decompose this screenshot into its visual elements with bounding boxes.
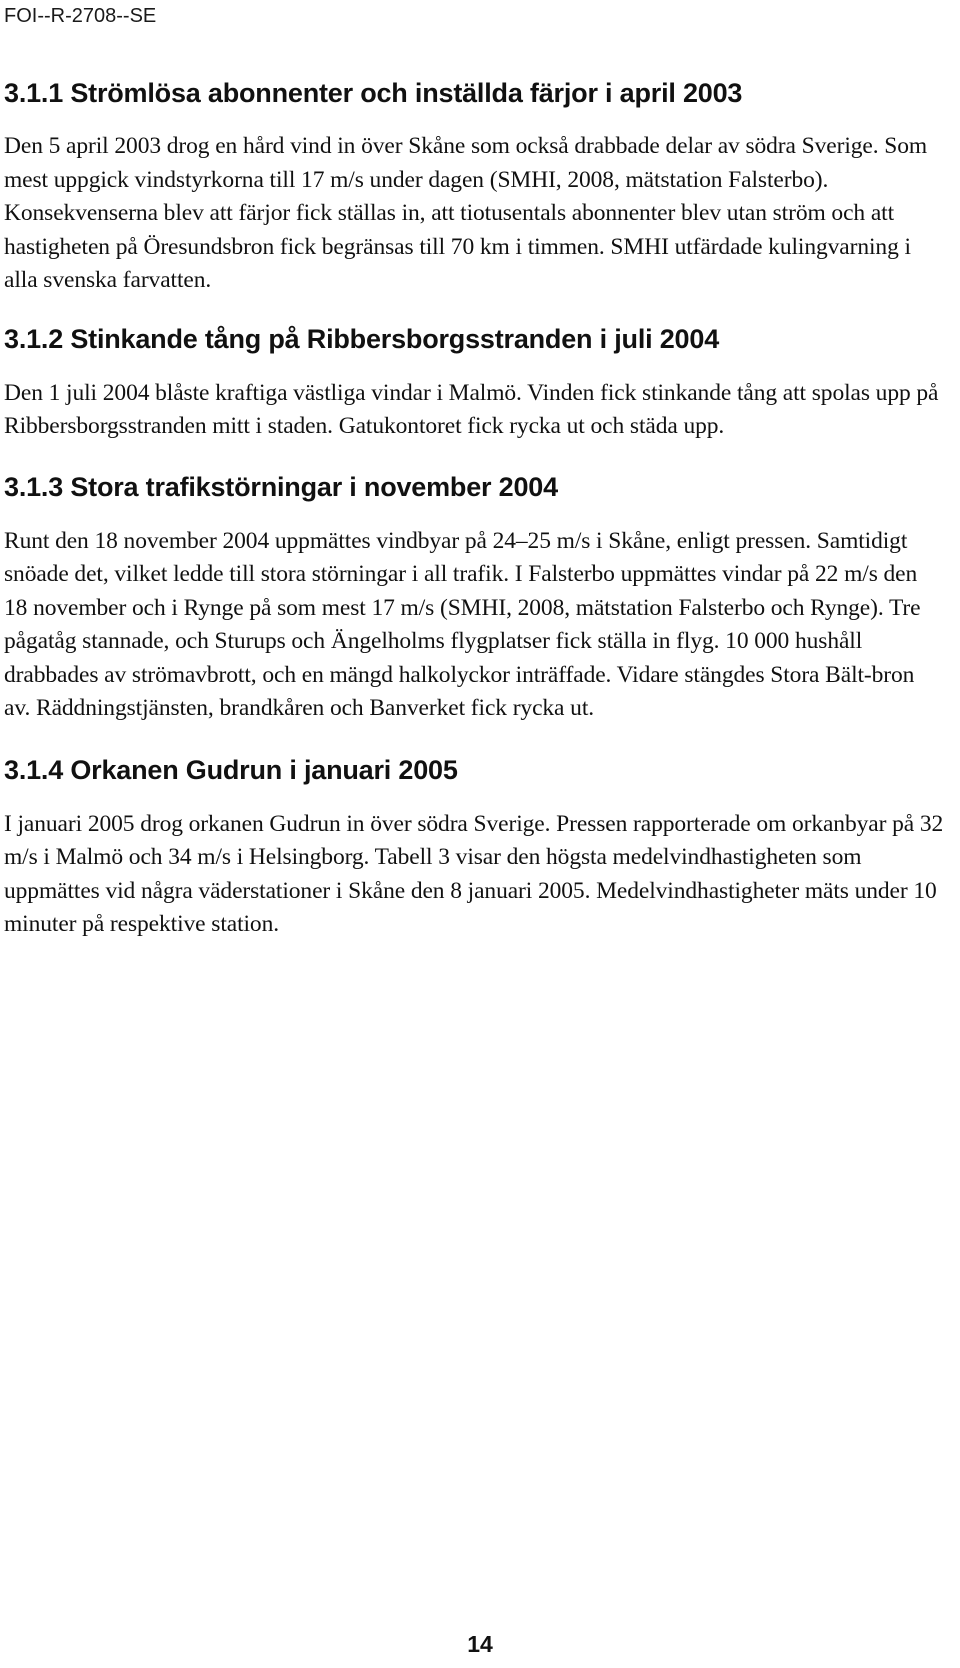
document-content: [4, 76, 944, 942]
page-number: 14: [467, 1631, 493, 1657]
document-code: FOI--R-2708--SE: [4, 5, 157, 27]
section-paragraph-3-1-2: Den 1 juli 2004 blåste kraftiga västliga vindar i Malmö. Vinden fick stinkande tång att spolas upp på Ribbersborgsstranden mitt i staden. Gatukontoret fick rycka ut och städa upp.: [4, 379, 939, 439]
section-heading-3-1-4: 3.1.4 Orkanen Gudrun i januari 2005: [4, 754, 458, 785]
section-paragraph-3-1-4: I januari 2005 drog orkanen Gudrun in över södra Sverige. Pressen rapporterade om orkanbyar på 32 m/s i Malmö och 34 m/s i Helsingborg. Tabell 3 visar den högsta medelvindhastigheten som uppmättes vid några väderstationer i Skåne den 8 januari 2005. Medelvindhastigheter mäts under 10 minuter på respektive station.: [4, 810, 944, 937]
section-heading-3-1-2: 3.1.2 Stinkande tång på Ribbersborgsstranden i juli 2004: [4, 323, 720, 354]
section-heading-3-1-1: 3.1.1 Strömlösa abonnenter och inställda färjor i april 2003: [4, 78, 743, 108]
section-paragraph-3-1-1: Den 5 april 2003 drog en hård vind in över Skåne som också drabbade delar av södra Sverige. Som mest uppgick vindstyrkorna till 17 m/s under dagen (SMHI, 2008, mätstation Falsterbo). Konsekvenserna blev att färjor fick ställas in, att tiotusentals abonnenter blev utan ström och att hastigheten på Öresundsbron fick begränsas till 70 km i timmen. SMHI utfärdade kulingvarning i alla svenska farvatten.: [4, 133, 928, 293]
section-paragraph-3-1-3: Runt den 18 november 2004 uppmättes vindbyar på 24–25 m/s i Skåne, enligt pressen. Samtidigt snöade det, vilket ledde till stora störningar i all trafik. I Falsterbo uppmättes vindar på 22 m/s den 18 november och i Rynge på som mest 17 m/s (SMHI, 2008, mätstation Falsterbo och Rynge). Tre pågatåg stannade, och Sturups och Ängelholms flygplatser fick ställa in flyg. 10 000 hushåll drabbades av strömavbrott, och en mängd halkolyckor inträffade. Vidare stängdes Stora Bält-bron av. Räddningstjänsten, brandkåren och Banverket fick rycka ut.: [4, 527, 921, 721]
section-heading-3-1-3: 3.1.3 Stora trafikstörningar i november 2004: [4, 471, 558, 502]
